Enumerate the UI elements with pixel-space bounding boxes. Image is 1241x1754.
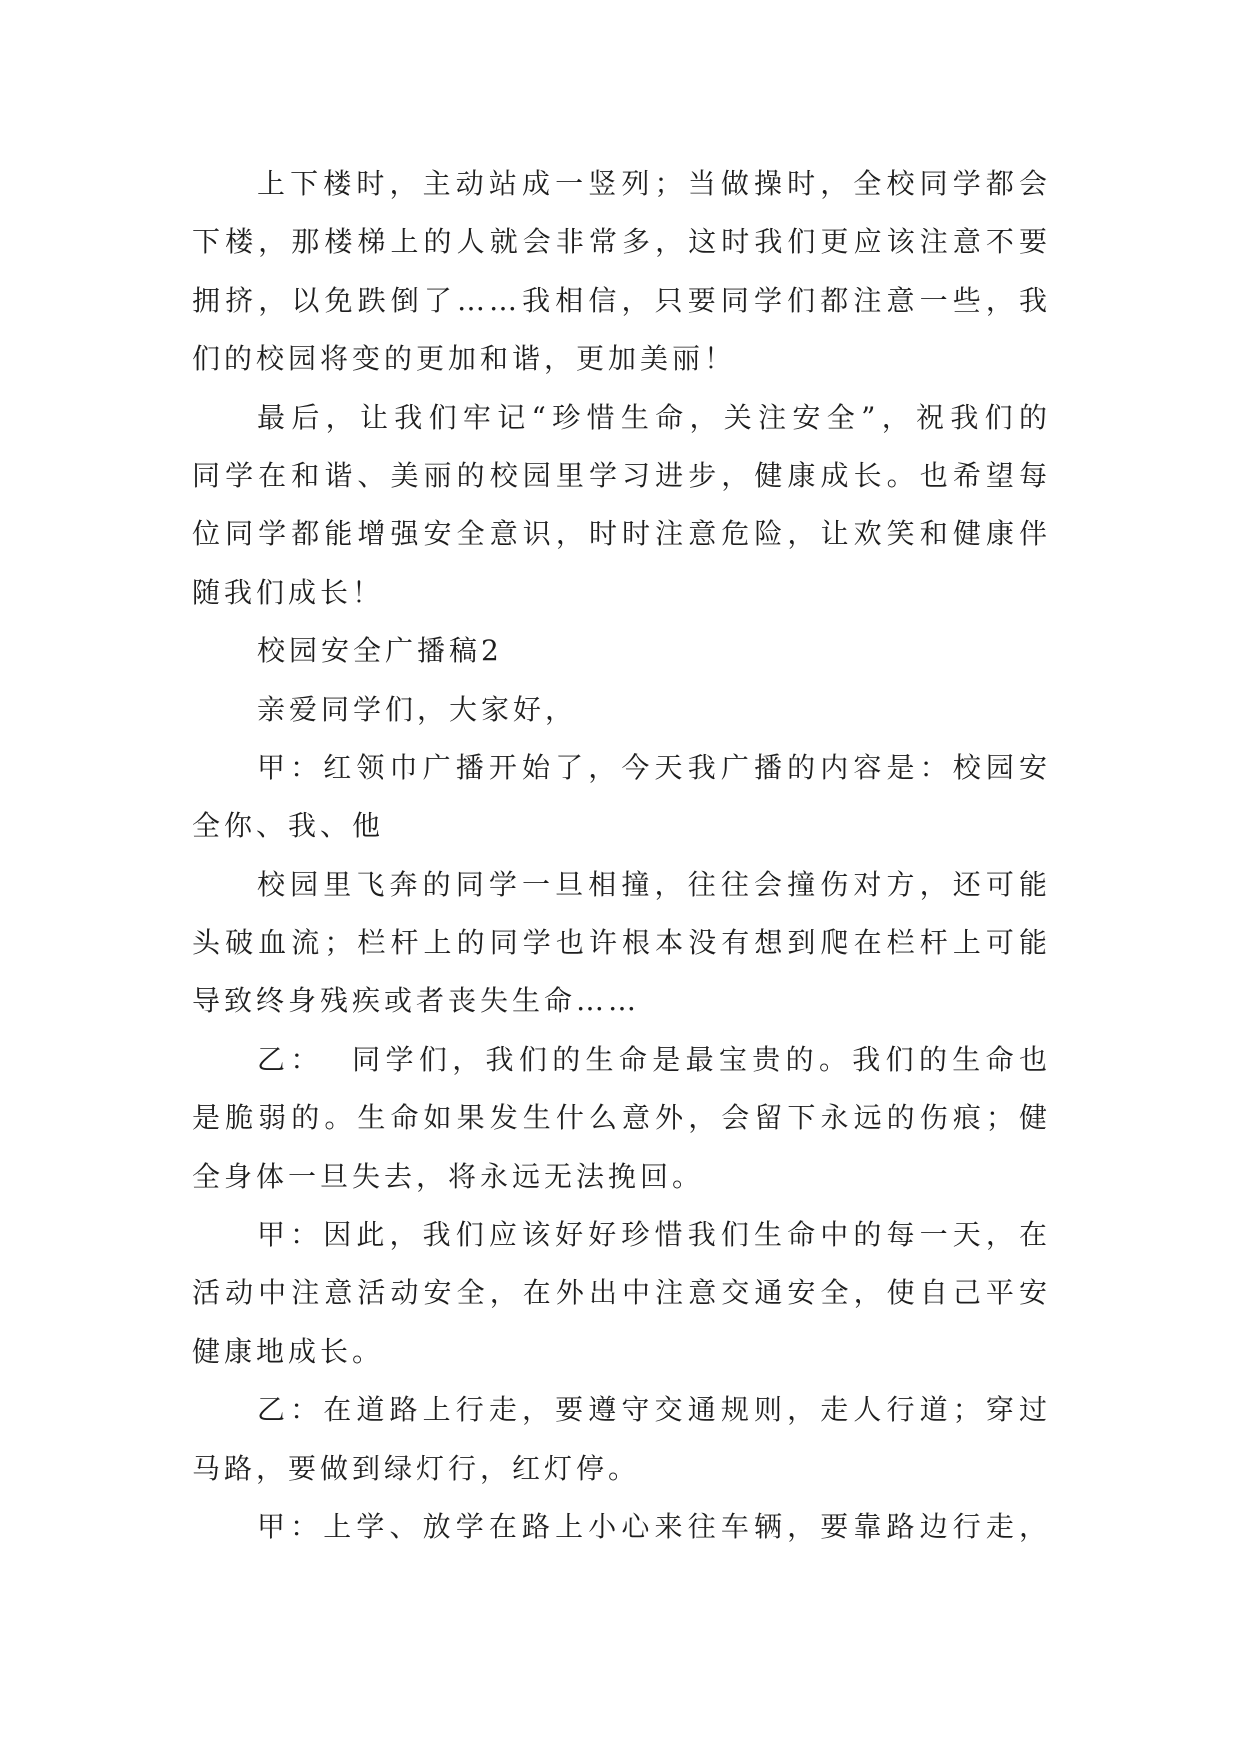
text-line: 马路，要做到绿灯行，红灯停。: [192, 1451, 641, 1485]
paragraph: [192, 739, 1051, 856]
paragraph: [192, 1498, 1051, 1556]
text-line: 甲：因此，我们应该好好珍惜我们生命中的每一天，在: [257, 1218, 1051, 1252]
paragraph: [192, 389, 1051, 623]
text-line: 校园里飞奔的同学一旦相撞，往往会撞伤对方，还可能: [257, 867, 1051, 901]
text-line: 拥挤，以免跌倒了……我相信，只要同学们都注意一些，我: [192, 283, 1051, 317]
text-line: 下楼，那楼梯上的人就会非常多，这时我们更应该注意不要: [192, 225, 1051, 259]
section-heading: [192, 622, 1051, 680]
paragraph: [192, 1031, 1051, 1206]
paragraph: [192, 1381, 1051, 1498]
text-line: 导致终身残疾或者丧失生命……: [192, 984, 641, 1018]
text-line: 甲：红领巾广播开始了，今天我广播的内容是：校园安: [257, 750, 1051, 784]
paragraph: [192, 155, 1051, 389]
text-line: 乙： 同学们，我们的生命是最宝贵的。我们的生命也: [257, 1042, 1051, 1076]
text-line: 活动中注意活动安全，在外出中注意交通安全，使自己平安: [192, 1276, 1051, 1310]
text-line: 是脆弱的。生命如果发生什么意外，会留下永远的伤痕；健: [192, 1101, 1051, 1135]
text-line: 同学在和谐、美丽的校园里学习进步，健康成长。也希望每: [192, 458, 1051, 492]
text-line: 校园安全广播稿2: [257, 634, 503, 668]
text-line: 位同学都能增强安全意识，时时注意危险，让欢笑和健康伴: [192, 517, 1051, 551]
text-line: 甲：上学、放学在路上小心来往车辆，要靠路边行走，: [257, 1509, 1051, 1543]
text-line: 全你、我、他: [192, 809, 385, 843]
text-line: 健康地成长。: [192, 1334, 385, 1368]
text-line: 们的校园将变的更加和谐，更加美丽！: [192, 342, 737, 376]
text-line: 头破血流；栏杆上的同学也许根本没有想到爬在栏杆上可能: [192, 926, 1051, 960]
text-line: 上下楼时，主动站成一竖列；当做操时，全校同学都会: [257, 167, 1051, 200]
text-line: 随我们成长！: [192, 575, 385, 609]
text-line: 亲爱同学们，大家好，: [257, 692, 578, 726]
paragraph: [192, 681, 1051, 739]
paragraph: [192, 856, 1051, 1031]
text-line: 全身体一旦失去，将永远无法挽回。: [192, 1159, 705, 1193]
text-line: 乙：在道路上行走，要遵守交通规则，走人行道；穿过: [257, 1393, 1051, 1427]
paragraph: [192, 1206, 1051, 1381]
text-line: 最后，让我们牢记“珍惜生命，关注安全”，祝我们的: [257, 400, 1051, 434]
document-body: [192, 155, 1051, 1556]
